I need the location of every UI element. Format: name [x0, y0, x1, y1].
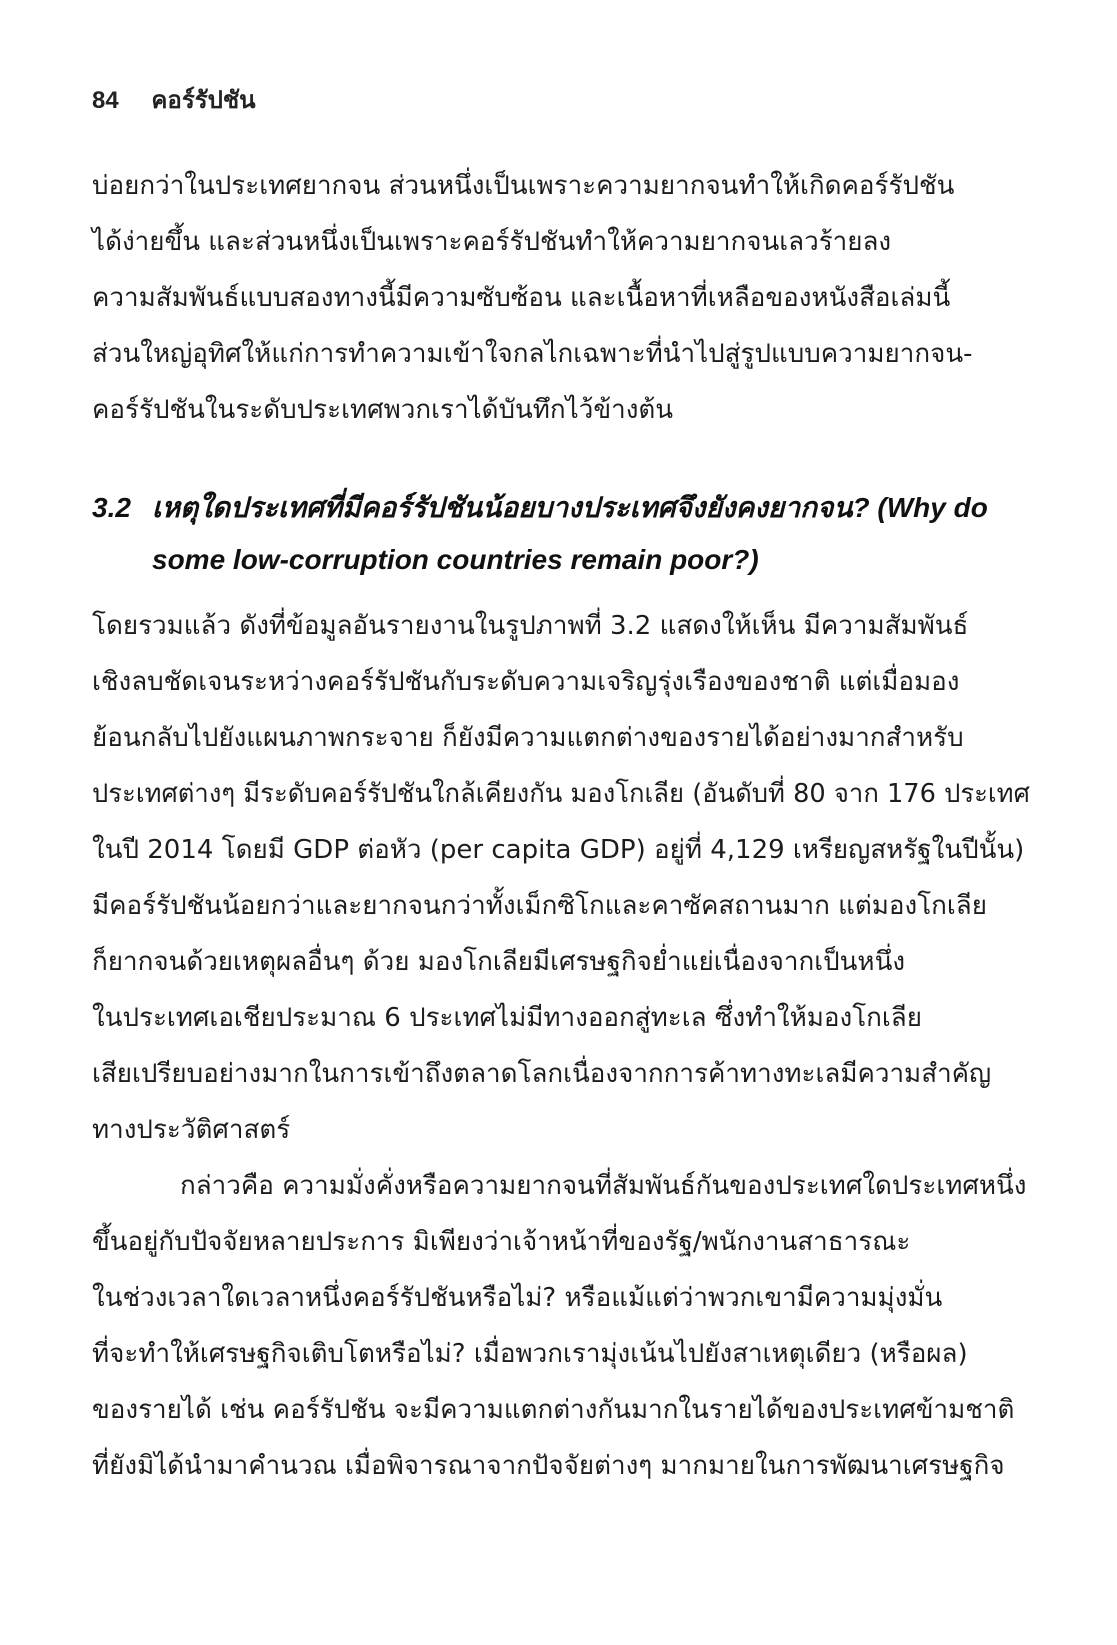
text-line: บ่อยกว่าในประเทศยากจน ส่วนหนึ่งเป็นเพราะความยากจนทำให้เกิดคอร์รัปชัน — [92, 171, 955, 201]
text-line: เชิงลบชัดเจนระหว่างคอร์รัปชันกับระดับความเจริญรุ่งเรืองของชาติ แต่เมื่อมอง — [92, 667, 960, 697]
page-number: 84 — [92, 87, 119, 114]
text-line: ขึ้นอยู่กับปัจจัยหลายประการ มิเพียงว่าเจ้าหน้าที่ของรัฐ/พนักงานสาธารณะ — [92, 1227, 911, 1257]
text-line: ของรายได้ เช่น คอร์รัปชัน จะมีความแตกต่างกันมากในรายได้ของประเทศข้ามชาติ — [92, 1395, 1015, 1425]
text-line: เสียเปรียบอย่างมากในการเข้าถึงตลาดโลกเนื่องจากการค้าทางทะเลมีความสำคัญ — [92, 1059, 992, 1089]
text-line: ความสัมพันธ์แบบสองทางนี้มีความซับซ้อน และเนื้อหาที่เหลือของหนังสือเล่มนี้ — [92, 283, 951, 313]
section-title-line-1: เหตุใดประเทศที่มีคอร์รัปชันน้อยบางประเทศจึงยังคงยากจน? (Why do — [152, 492, 988, 523]
text-line: ส่วนใหญ่อุทิศให้แก่การทำความเข้าใจกลไกเฉพาะที่นำไปสู่รูปแบบความยากจน- — [92, 339, 973, 369]
text-line: มีคอร์รัปชันน้อยกว่าและยากจนกว่าทั้งเม็กซิโกและคาซัคสถานมาก แต่มองโกเลีย — [92, 891, 987, 921]
section-heading — [92, 480, 988, 536]
text-line: ในประเทศเอเชียประมาณ 6 ประเทศไม่มีทางออกสู่ทะเล ซึ่งทำให้มองโกเลีย — [92, 1003, 922, 1033]
text-line: ในช่วงเวลาใดเวลาหนึ่งคอร์รัปชันหรือไม่? หรือแม้แต่ว่าพวกเขามีความมุ่งมั่น — [92, 1283, 943, 1313]
text-line: ประเทศต่างๆ มีระดับคอร์รัปชันใกล้เคียงกัน มองโกเลีย (อันดับที่ 80 จาก 176 ประเทศ — [92, 779, 1030, 809]
text-line: คอร์รัปชันในระดับประเทศพวกเราได้บันทึกไว้ข้างต้น — [92, 395, 674, 425]
text-line: ก็ยากจนด้วยเหตุผลอื่นๆ ด้วย มองโกเลียมีเศรษฐกิจย่ำแย่เนื่องจากเป็นหนึ่ง — [92, 947, 906, 977]
text-line: โดยรวมแล้ว ดังที่ข้อมูลอันรายงานในรูปภาพที่ 3.2 แสดงให้เห็น มีความสัมพันธ์ — [92, 611, 969, 641]
running-head — [92, 80, 256, 119]
section-number: 3.2 — [92, 492, 131, 523]
text-line: ย้อนกลับไปยังแผนภาพกระจาย ก็ยังมีความแตกต่างของรายได้อย่างมากสำหรับ — [92, 723, 964, 753]
text-line: ที่จะทำให้เศรษฐกิจเติบโตหรือไม่? เมื่อพวกเรามุ่งเน้นไปยังสาเหตุเดียว (หรือผล) — [92, 1339, 968, 1369]
text-line: ที่ยังมิได้นำมาคำนวณ เมื่อพิจารณาจากปัจจัยต่างๆ มากมายในการพัฒนาเศรษฐกิจ — [92, 1451, 1005, 1481]
text-line: ในปี 2014 โดยมี GDP ต่อหัว (per capita GDP) อยู่ที่ 4,129 เหรียญสหรัฐในปีนั้น) — [92, 835, 1025, 865]
section-title-line-2: some low-corruption countries remain poor?) — [152, 544, 759, 575]
text-line: ได้ง่ายขึ้น และส่วนหนึ่งเป็นเพราะคอร์รัปชันทำให้ความยากจนเลวร้ายลง — [92, 227, 892, 257]
text-line: ทางประวัติศาสตร์ — [92, 1115, 291, 1145]
text-line: กล่าวคือ ความมั่งคั่งหรือความยากจนที่สัมพันธ์กันของประเทศใดประเทศหนึ่ง — [180, 1171, 1027, 1201]
running-title: คอร์รัปชัน — [151, 87, 256, 114]
